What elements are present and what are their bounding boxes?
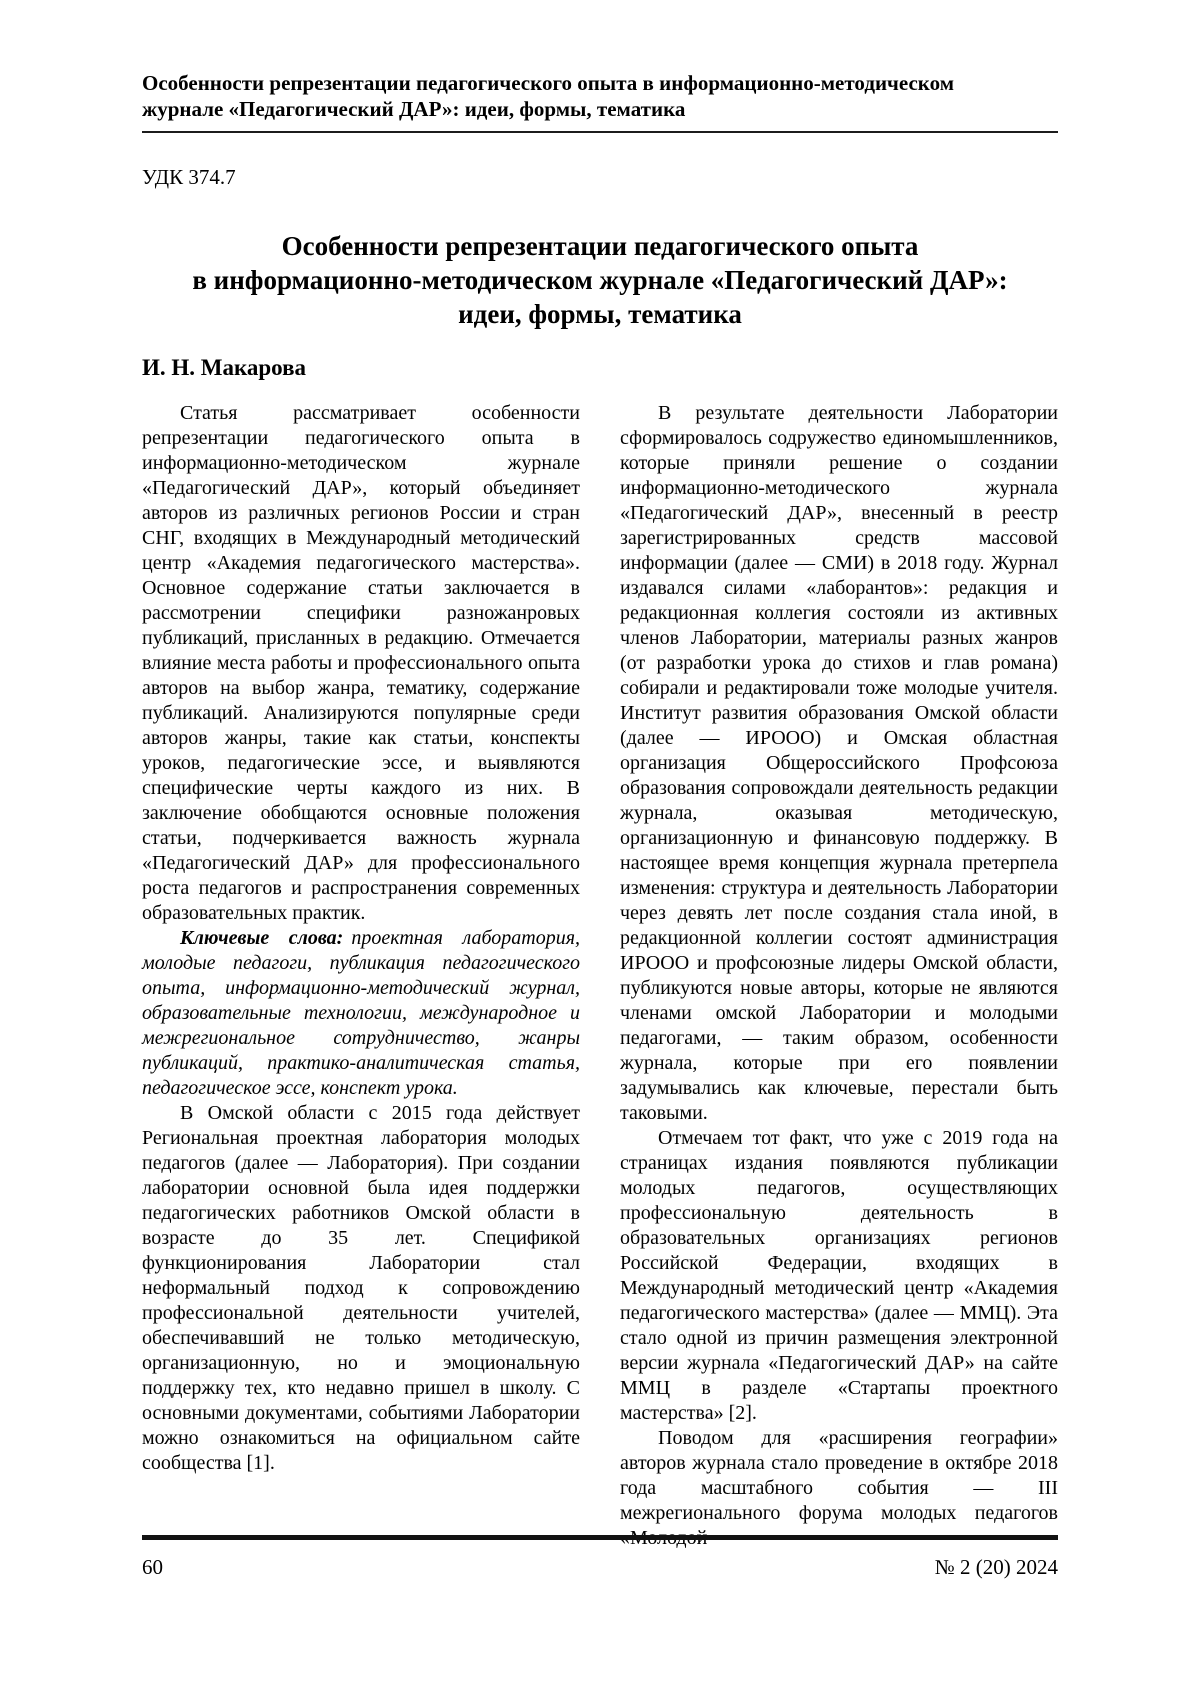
body-paragraph-lab-history: В Омской области с 2015 года действует Региональная проектная лаборатория молодых педагогов (далее — Лаборатория). При создании лаборатории основной была идея поддержки педагогических работников Омской области в возрасте до 35 лет. Спецификой функционирования Лаборатории стал неформальный подход к сопровождению профессиональной деятельности учителей, обеспечивавший не только методическую, организационную, но и эмоциональную поддержку тех, кто недавно пришел в школу. С основными документами, событиями Лаборатории можно ознакомиться на официальном сайте сообщества [1]. <box>142 1102 580 1474</box>
abstract-paragraph: Статья рассматривает особенности репрезентации педагогического опыта в информационно-методическом журнале «Педагогический ДАР», который объединяет авторов из различных регионов России и стран СНГ, входящих в Международный методический центр «Академия педагогического мастерства». Основное содержание статьи заключается в рассмотрении специфики разножанровых публикаций, присланных в редакцию. Отмечается влияние места работы и профессионального опыта авторов на выбор жанра, тематику, содержание публикаций. Анализируются популярные среди авторов жанры, такие как статьи, конспекты уроков, педагогические эссе, и выявляются специфические черты каждого из них. В заключение обобщаются основные положения статьи, подчеркивается важность журнала «Педагогический ДАР» для профессионального роста педагогов и распространения современных образовательных практик. <box>142 402 580 924</box>
article-title-line-1: Особенности репрезентации педагогического опыта <box>281 231 919 261</box>
left-column <box>142 401 580 1551</box>
header-rule <box>142 131 1058 133</box>
right-column <box>620 401 1058 1551</box>
keywords-label: Ключевые слова: <box>180 927 344 949</box>
running-head <box>142 70 1058 122</box>
article-title-line-2: в информационно-методическом журнале «Педагогический ДАР»: <box>192 265 1008 295</box>
article-title-line-3: идеи, формы, тематика <box>458 299 742 329</box>
running-head-line-2: журнале «Педагогический ДАР»: идеи, формы, тематика <box>142 97 686 121</box>
page-footer <box>142 1535 1058 1580</box>
udc-code: УДК 374.7 <box>142 165 236 189</box>
body-paragraph-geography-forum: Поводом для «расширения географии» авторов журнала стало проведение в октябре 2018 года масштабного события — III межрегионального форума молодых педагогов «Молодой <box>620 1427 1058 1549</box>
keywords-text: проектная лаборатория, молодые педагоги, публикация педагогического опыта, информационно-методический журнал, образовательные технологии, международное и межрегиональное сотрудничество, жанры публикаций, практико-аналитическая статья, педагогическое эссе, конспект урока. <box>142 927 580 1099</box>
article-body <box>142 401 1058 1551</box>
page-number: 60 <box>142 1555 163 1579</box>
author-name: И. Н. Макарова <box>142 355 307 380</box>
body-paragraph-2019-authors: Отмечаем тот факт, что уже с 2019 года на страницах издания появляются публикации молодых педагогов, осуществляющих профессиональную деятельность в образовательных организациях регионов Российской Федерации, входящих в Международный методический центр «Академия педагогического мастерства» (далее — ММЦ). Эта стало одной из причин размещения электронной версии журнала «Педагогический ДАР» на сайте ММЦ в разделе «Стартапы проектного мастерства» [2]. <box>620 1127 1058 1424</box>
page-content <box>142 0 1058 1551</box>
issue-label: № 2 (20) 2024 <box>934 1555 1058 1579</box>
running-head-line-1: Особенности репрезентации педагогического опыта в информационно-методическом <box>142 71 955 95</box>
keywords-paragraph <box>142 926 580 1101</box>
article-title <box>142 229 1058 331</box>
body-paragraph-journal-creation: В результате деятельности Лаборатории сформировалось содружество единомышленников, которые приняли решение о создании информационно-методического журнала «Педагогический ДАР», внесенный в реестр зарегистрированных средств массовой информации (далее — СМИ) в 2018 году. Журнал издавался силами «лаборантов»: редакция и редакционная коллегия состояли из активных членов Лаборатории, материалы разных жанров (от разработки урока до стихов и глав романа) собирали и редактировали тоже молодые учителя. Институт развития образования Омской области (далее — ИРООО) и Омская областная организация Общероссийского Профсоюза образования сопровождали деятельность редакции журнала, оказывая методическую, организационную и финансовую поддержку. В настоящее время концепция журнала претерпела изменения: структура и деятельность Лаборатории через девять лет после создания стала иной, в редакционной коллегии состоят администрация ИРООО и профсоюзные лидеры Омской области, публикуются новые авторы, которые не являются членами омской Лаборатории и молодыми педагогами, — таким образом, особенности журнала, которые при его появлении задумывались как ключевые, перестали быть таковыми. <box>620 402 1058 1124</box>
